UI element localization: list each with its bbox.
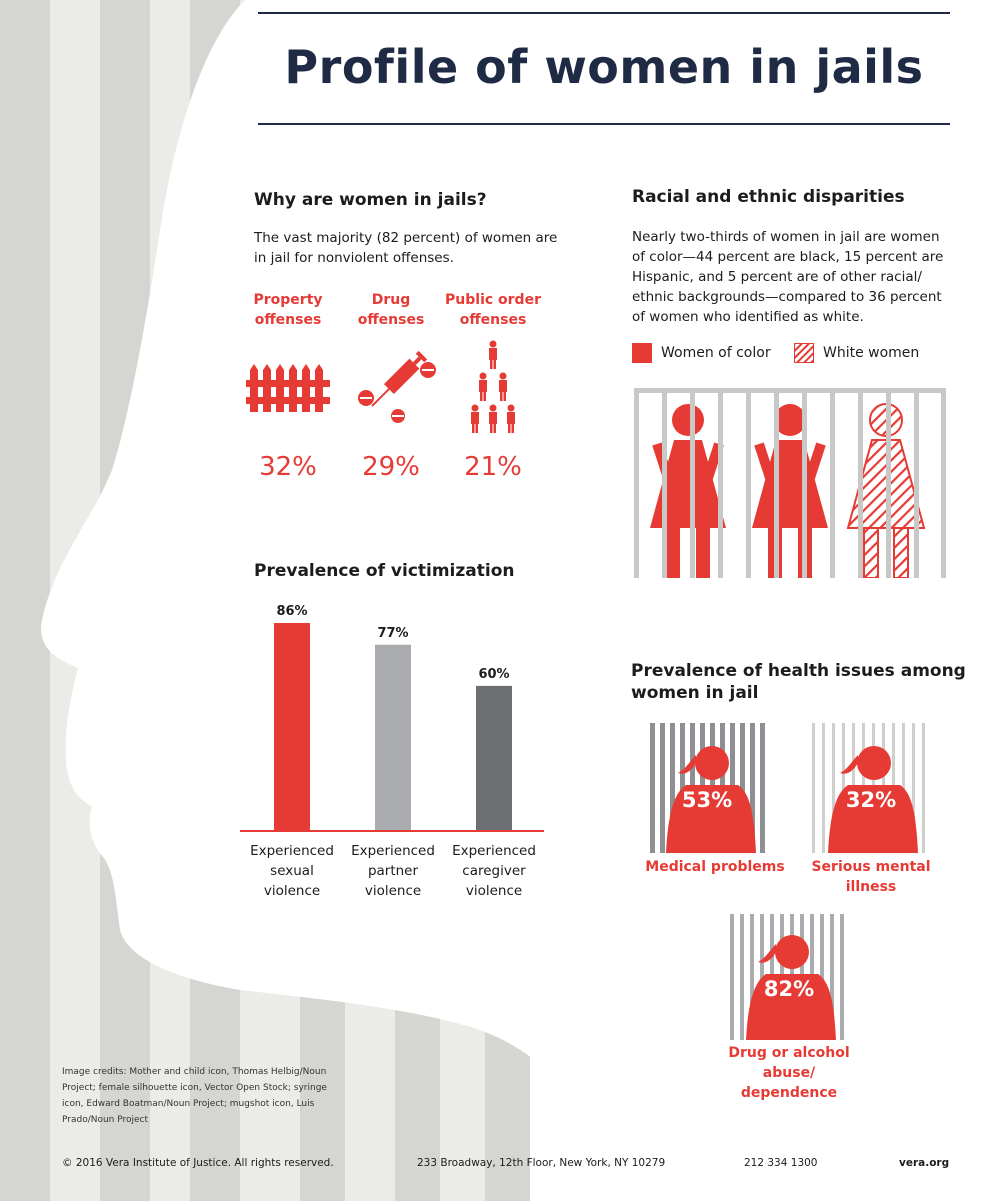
label-line: Property — [253, 292, 323, 308]
bar-0 — [274, 623, 310, 831]
footer-copyright: © 2016 Vera Institute of Justice. All rights reserved. — [62, 1157, 334, 1169]
credits-line: Project; female silhouette icon, Vector Open Stock; syringe — [62, 1083, 327, 1093]
label-line: Drug — [371, 292, 411, 308]
credits-line: Prado/Noun Project — [62, 1115, 149, 1125]
bar-value-label-1: 77% — [377, 625, 409, 641]
mental-illness-value: 32% — [845, 788, 897, 812]
why-body — [254, 228, 557, 268]
victimization-heading: Prevalence of victimization — [254, 561, 515, 581]
medical-problems-label — [625, 857, 805, 877]
label-line: illness — [845, 879, 897, 895]
legend-swatch-women-of-color — [632, 343, 652, 363]
racial-body-line: Nearly two-thirds of women in jail are women — [632, 229, 940, 245]
health-heading — [631, 660, 966, 704]
racial-body-line: of color—44 percent are black, 15 percent are — [632, 249, 944, 265]
racial-body-line: ethnic backgrounds—compared to 36 percent — [632, 289, 942, 305]
why-body-line: in jail for nonviolent offenses. — [254, 250, 454, 266]
footer-website-link[interactable]: vera.org — [899, 1157, 950, 1169]
category-label-1-1: partner — [367, 863, 419, 879]
legend-label-women-of-color: Women of color — [661, 345, 771, 361]
fence-icon — [246, 362, 330, 414]
category-label-1-2: violence — [364, 883, 422, 899]
category-label-2-1: caregiver — [462, 863, 526, 879]
victimization-bar-chart — [238, 595, 548, 905]
label-line: Serious mental — [811, 859, 931, 875]
label-line: abuse/ — [762, 1065, 816, 1081]
footer-address: 233 Broadway, 12th Floor, New York, NY 10279 — [417, 1157, 666, 1169]
bar-value-label-2: 60% — [478, 666, 510, 682]
racial-body-line: Hispanic, and 5 percent are of other racial/ — [632, 269, 922, 285]
legend-swatch-white-women — [794, 343, 814, 363]
label-line: Medical problems — [645, 859, 785, 875]
title-bottom-rule — [258, 123, 950, 125]
mental-illness-label — [781, 857, 961, 897]
credits-line: Image credits: Mother and child icon, Thomas Helbig/Noun — [62, 1067, 327, 1077]
label-line: offenses — [459, 312, 527, 328]
category-label-2-2: violence — [465, 883, 523, 899]
footer-phone: 212 334 1300 — [744, 1157, 818, 1169]
substance-abuse-label — [699, 1043, 879, 1103]
public-order-offenses-label — [438, 290, 548, 330]
bar-2 — [476, 686, 512, 831]
people-pyramid-icon — [468, 340, 518, 436]
why-body-line: The vast majority (82 percent) of women are — [254, 230, 558, 246]
medical-problems-value: 53% — [681, 788, 733, 812]
category-label-0-0: Experienced — [250, 843, 334, 859]
label-line: dependence — [740, 1085, 838, 1101]
page-title: Profile of women in jails — [284, 40, 924, 94]
label-line: offenses — [357, 312, 425, 328]
public-order-offenses-value: 21% — [464, 452, 522, 482]
bar-value-label-0: 86% — [276, 604, 308, 619]
image-credits — [62, 1064, 332, 1128]
why-heading: Why are women in jails? — [254, 190, 487, 210]
category-label-0-2: violence — [263, 883, 321, 899]
label-line: Public order — [445, 292, 541, 308]
racial-body-line: of women who identified as white. — [632, 309, 864, 325]
credits-line: icon, Edward Boatman/Noun Project; mugshot icon, Luis — [62, 1099, 315, 1109]
health-heading-line: women in jail — [631, 683, 759, 703]
label-line: Drug or alcohol — [728, 1045, 850, 1061]
racial-body — [632, 227, 943, 327]
property-offenses-label — [233, 290, 343, 330]
legend-label-white-women: White women — [823, 345, 920, 361]
bar-1 — [375, 645, 411, 831]
drug-offenses-label — [336, 290, 446, 330]
property-offenses-value: 32% — [259, 452, 317, 482]
substance-abuse-value: 82% — [763, 977, 815, 1001]
racial-heading: Racial and ethnic disparities — [632, 187, 905, 207]
category-label-1-0: Experienced — [351, 843, 435, 859]
drug-offenses-value: 29% — [362, 452, 420, 482]
category-label-2-0: Experienced — [452, 843, 536, 859]
health-heading-line: Prevalence of health issues among — [631, 661, 966, 681]
label-line: offenses — [254, 312, 322, 328]
syringe-pills-icon — [356, 342, 440, 424]
mugshot-illustration — [634, 388, 946, 578]
category-label-0-1: sexual — [270, 863, 314, 879]
top-rule — [258, 12, 950, 14]
